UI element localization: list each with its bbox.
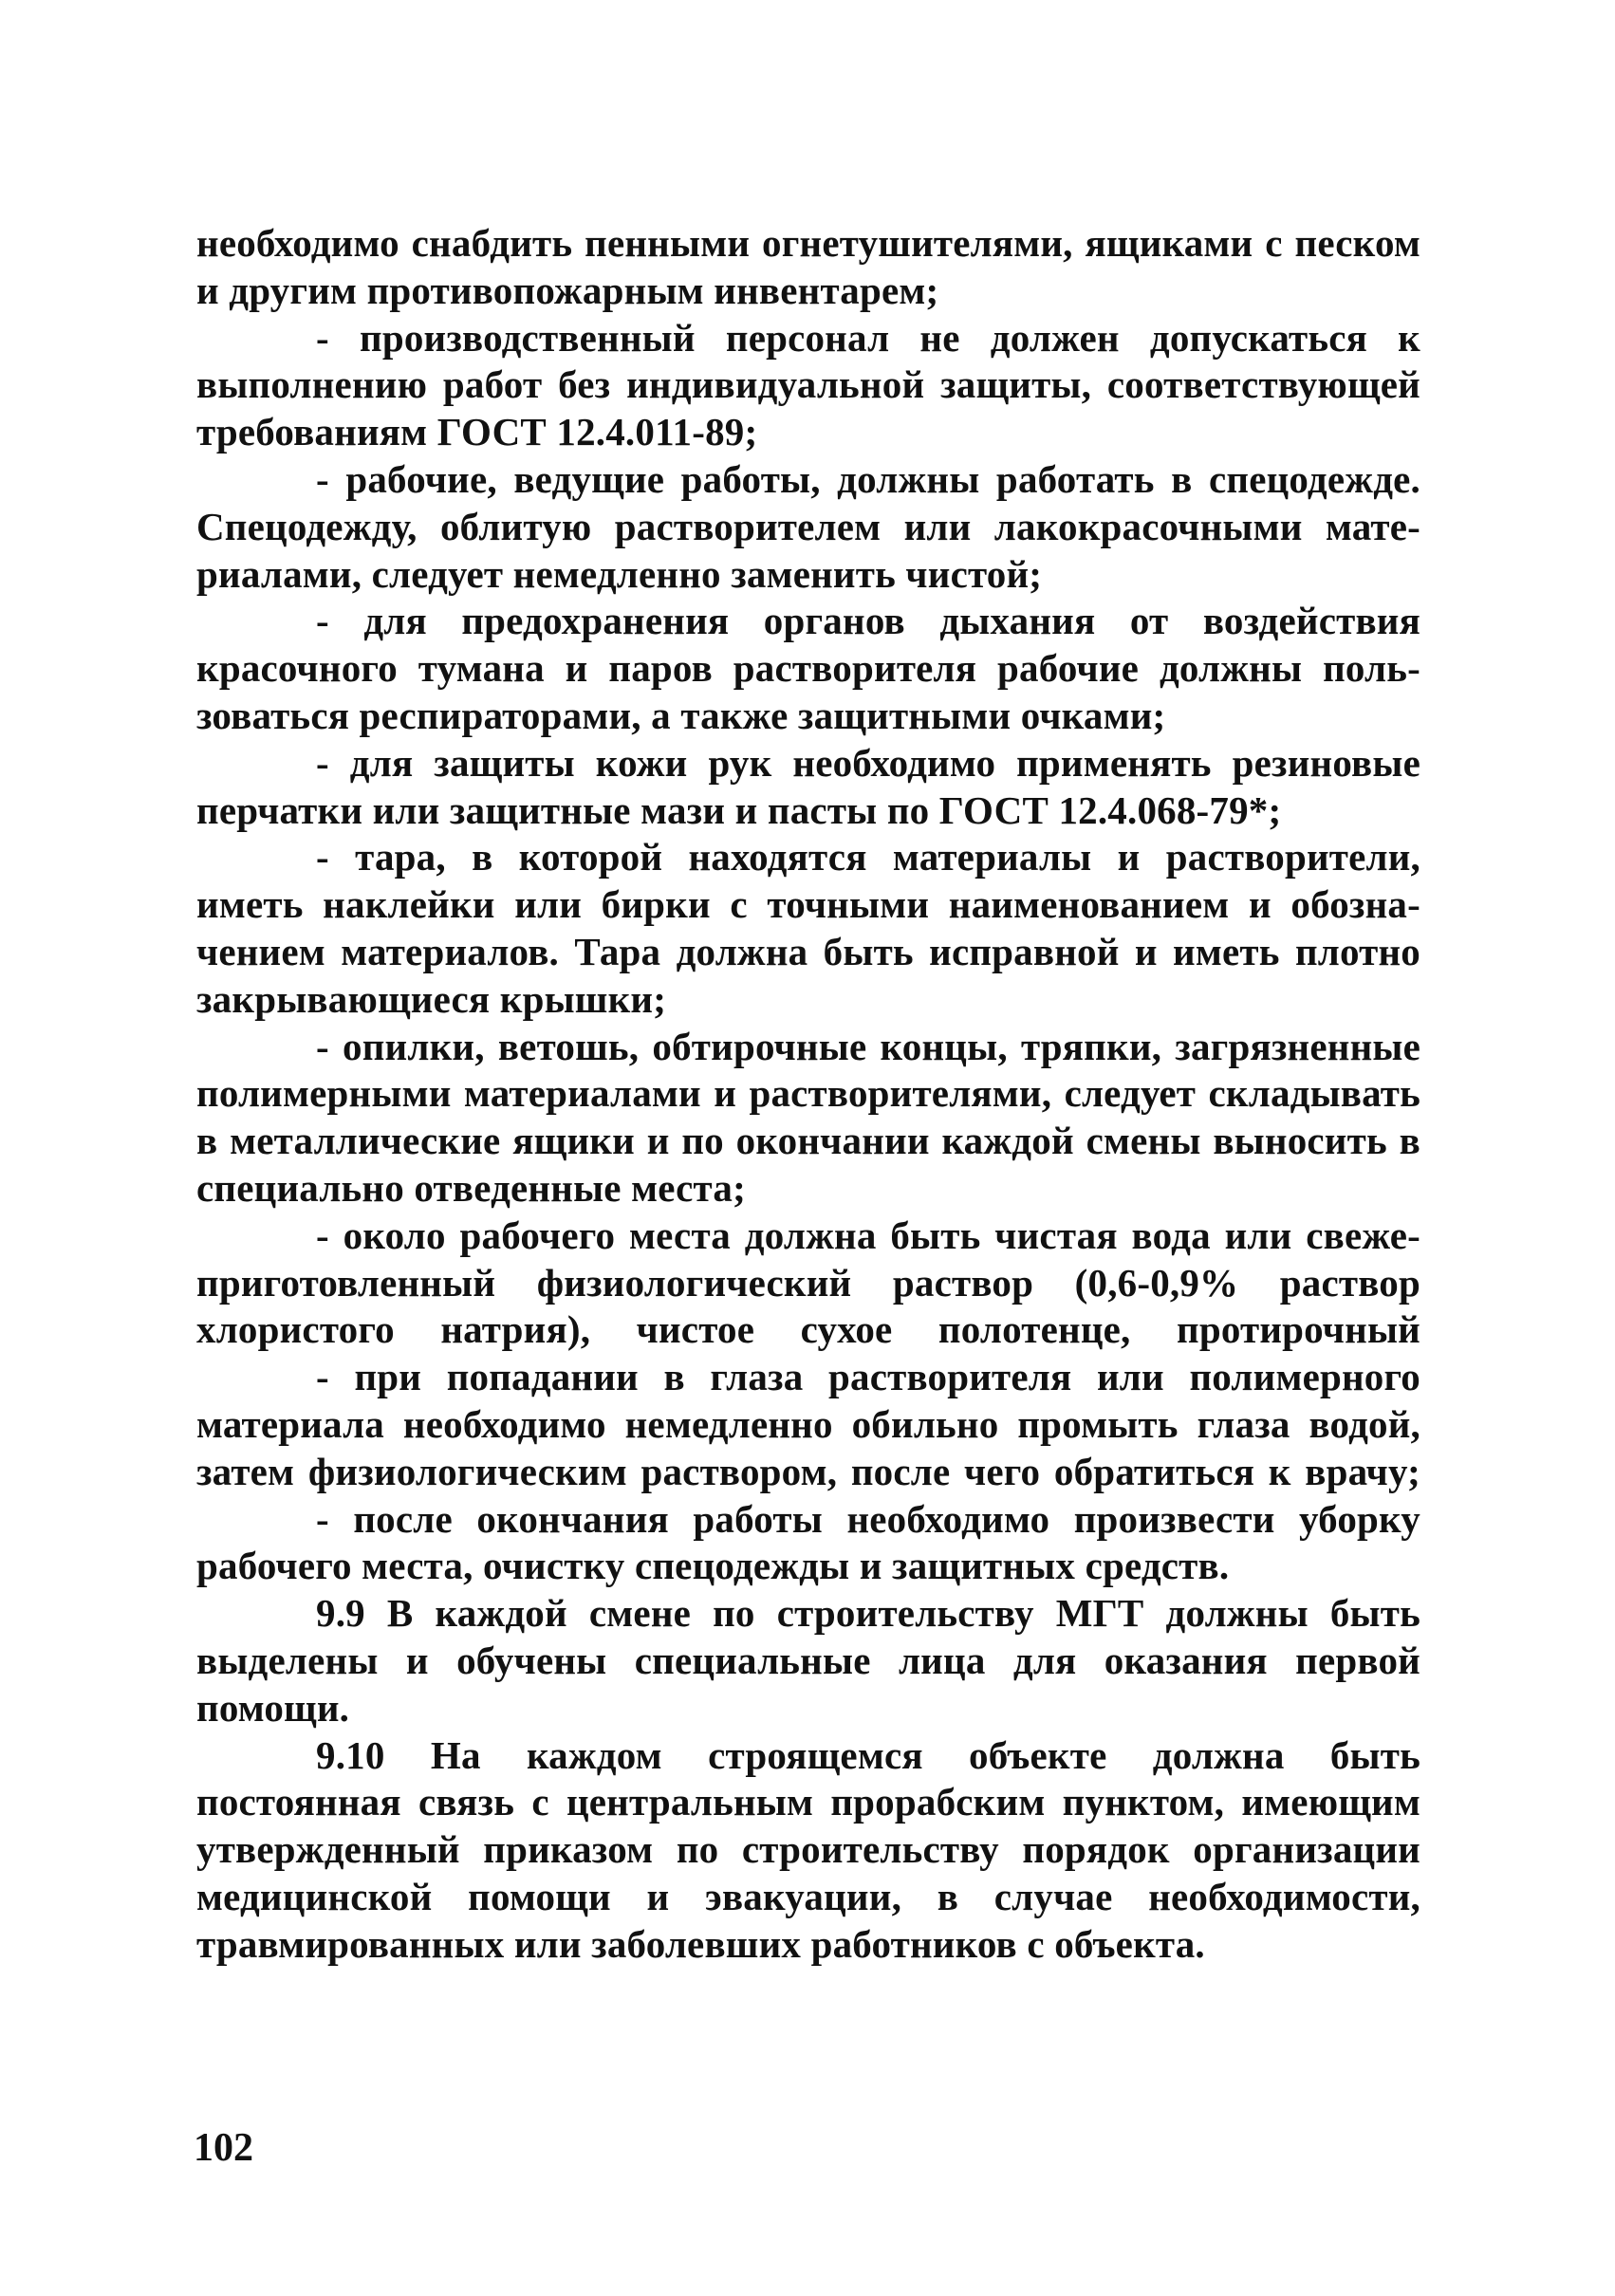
page-number: 102	[194, 2126, 253, 2170]
text-line: - при попадании в глаза растворителя или полимерного	[316, 1355, 1420, 1399]
text-line: - опилки, ветошь, обтирочные концы, тряпки, загрязненные	[316, 1024, 1420, 1068]
text-line: перчатки или защитные мази и пасты по ГОСТ 12.4.068-79*;	[196, 787, 1282, 832]
text-line: закрывающиеся крышки;	[196, 976, 667, 1021]
text-line: 9.10 На каждом строящемся объекте должна быть	[316, 1732, 1420, 1777]
text-line: хлористого натрия), чистое сухое полотенце, протирочный	[196, 1307, 1420, 1352]
text-line: - производственный персонал не должен допускаться к	[316, 315, 1420, 360]
text-line: чением материалов. Тара должна быть исправной и иметь плотно	[196, 929, 1420, 973]
text-line: требованиям ГОСТ 12.4.011-89;	[196, 410, 758, 454]
text-line: медицинской помощи и эвакуации, в случае необходимости,	[196, 1874, 1420, 1918]
text-line: и другим противопожарным инвентарем;	[196, 268, 939, 312]
text-line: - для предохранения органов дыхания от воздействия	[316, 599, 1420, 643]
text-line: необходимо снабдить пенными огнетушителями, ящиками с песком	[196, 221, 1420, 265]
text-line: - тара, в которой находятся материалы и растворители,	[316, 835, 1420, 880]
text-line: красочного тумана и паров растворителя рабочие должны поль-	[196, 646, 1420, 691]
text-line: рабочего места, очистку спецодежды и защитных средств.	[196, 1544, 1230, 1588]
text-line: полимерными материалами и растворителями, следует складывать	[196, 1071, 1420, 1116]
text-line: приготовленный физиологический раствор (0,6-0,9% раствор	[196, 1260, 1420, 1305]
text-line: в металлические ящики и по окончании каждой смены выносить в	[196, 1119, 1420, 1163]
body-text	[196, 220, 1420, 1968]
text-line: помощи.	[196, 1685, 350, 1730]
text-line: - для защиты кожи рук необходимо применять резиновые	[316, 740, 1420, 785]
text-line: постоянная связь с центральным прорабским пунктом, имеющим	[196, 1780, 1420, 1824]
text-line: иметь наклейки или бирки с точными наименованием и обозна-	[196, 882, 1420, 927]
text-line: материала необходимо немедленно обильно промыть глаза водой,	[196, 1401, 1420, 1446]
text-line: 9.9 В каждой смене по строительству МГТ должны быть	[316, 1591, 1420, 1636]
text-line: травмированных или заболевших работников с объекта.	[196, 1921, 1205, 1966]
text-line: выделены и обучены специальные лица для оказания первой	[196, 1638, 1420, 1682]
text-line: выполнению работ без индивидуальной защиты, соответствующей	[196, 362, 1420, 407]
text-line: специально отведенные места;	[196, 1165, 746, 1210]
text-line: зоваться респираторами, а также защитными очками;	[196, 693, 1166, 737]
text-line: риалами, следует немедленно заменить чистой;	[196, 551, 1043, 596]
text-line: - рабочие, ведущие работы, должны работать в спецодежде.	[316, 456, 1420, 501]
text-line: утвержденный приказом по строительству порядок организации	[196, 1827, 1420, 1872]
text-line: Спецодежду, облитую растворителем или лакокрасочными мате-	[196, 504, 1420, 548]
text-line: - после окончания работы необходимо произвести уборку	[316, 1496, 1420, 1541]
text-line: затем физиологическим раствором, после чего обратиться к врачу;	[196, 1449, 1420, 1493]
text-line: - около рабочего места должна быть чистая вода или свеже-	[316, 1213, 1420, 1257]
